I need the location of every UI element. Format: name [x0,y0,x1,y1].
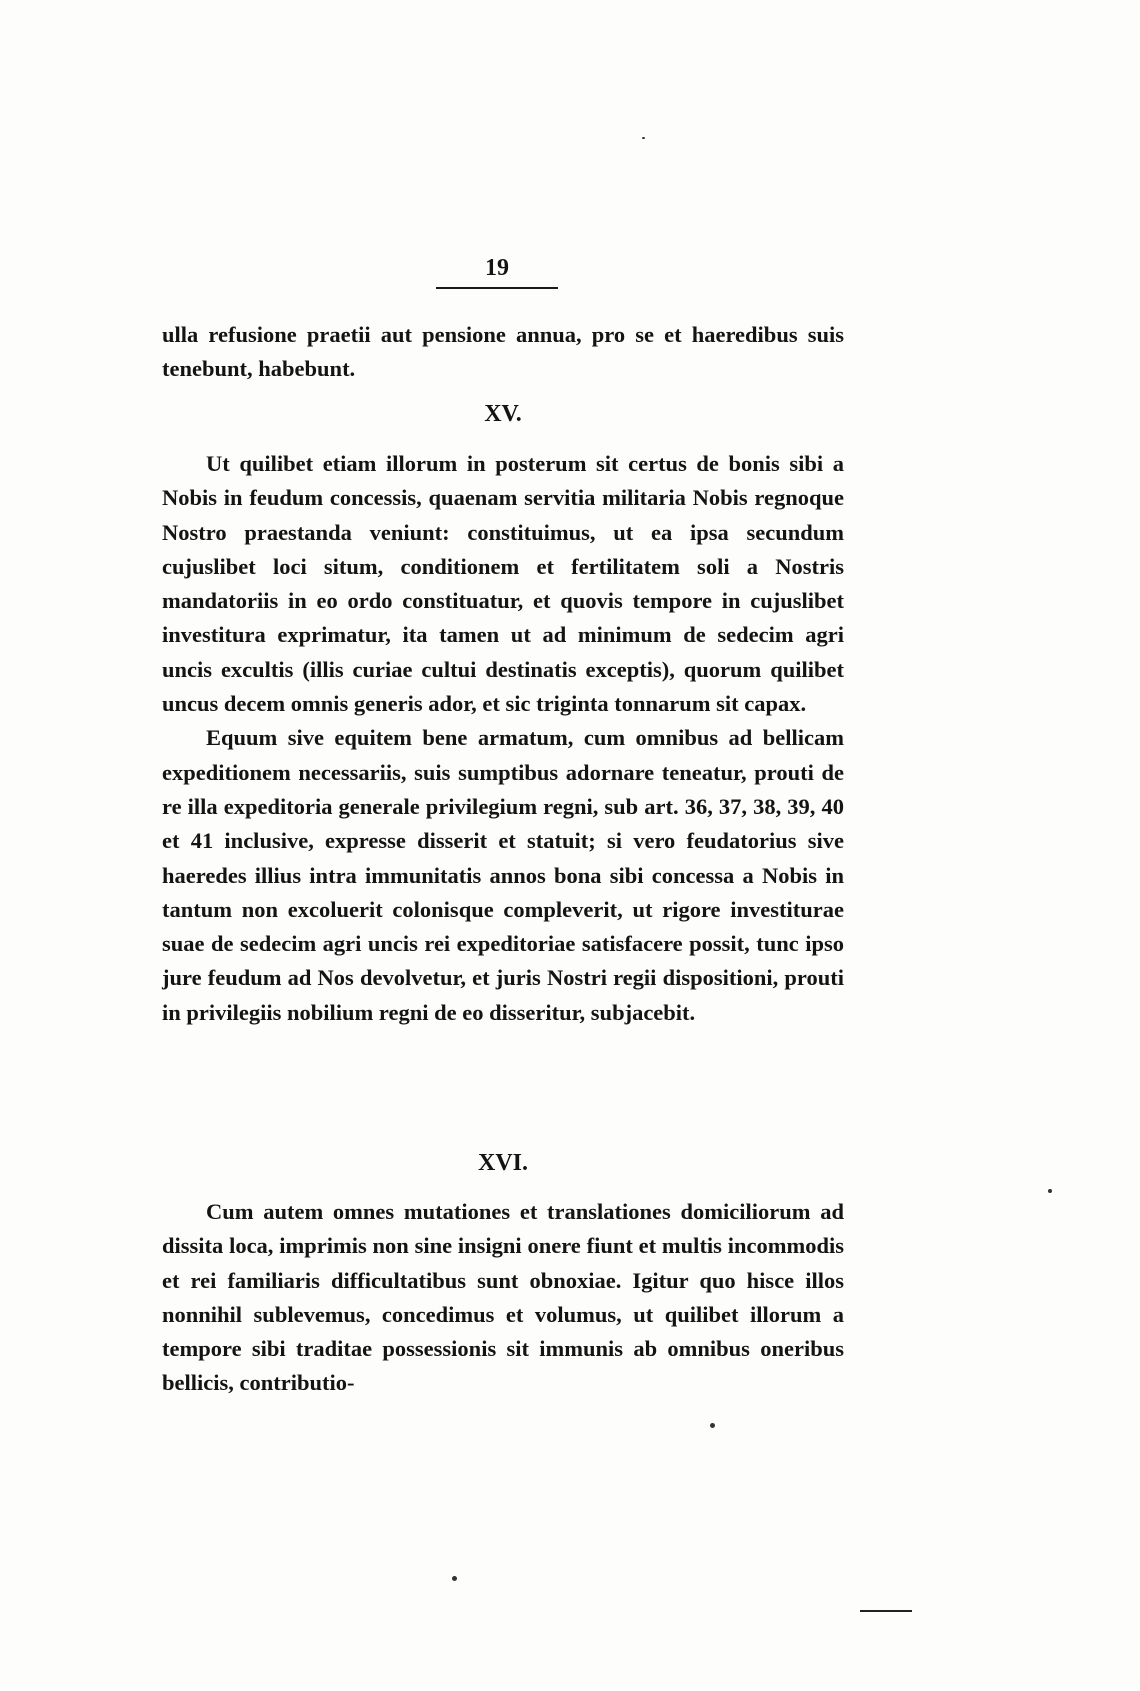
scan-speck [642,137,645,139]
scan-speck [452,1576,457,1581]
section-heading-xvi: XVI. [477,1150,528,1176]
paragraph: ulla refusione praetii aut pensione annua, pro se et haeredibus suis tenebunt, habebunt. [162,322,844,382]
section-xvi-body [162,1195,844,1401]
section-heading-xv: XV. [484,401,522,427]
header-rule [436,287,558,289]
scan-speck [1048,1189,1052,1193]
scan-speck [710,1423,715,1428]
section-xv-body [162,447,844,1030]
paragraph: Cum autem omnes mutationes et translationes domiciliorum ad dissita loca, imprimis non sine insigni onere fiunt et multis incommodis et rei familiaris difficultatibus sunt obnoxiae. Igitur quo hisce illos nonnihil sublevemus, concedimus et volumus, ut quilibet illorum a tempore sibi traditae possessionis sit immunis ab omnibus oneribus bellicis, contributio- [162,1199,844,1396]
page-number: 19 [485,255,509,281]
footer-rule [860,1610,912,1612]
paragraph: Ut quilibet etiam illorum in posterum sit certus de bonis sibi a Nobis in feudum concessis, quaenam servitia militaria Nobis regnoque Nostro praestanda veniunt: constituimus, ut ea ipsa secundum cujuslibet loci situm, conditionem et fertilitatem soli a Nostris mandatoriis in eo ordo constituatur, et quovis tempore in cujuslibet investitura exprimatur, ita tamen ut ad minimum de sedecim agri uncis excultis (illis curiae cultui destinatis exceptis), quorum quilibet uncus decem omnis generis ador, et sic triginta tonnarum sit capax. [162,451,844,717]
continuation-text [162,318,844,387]
paragraph: Equum sive equitem bene armatum, cum omnibus ad bellicam expeditionem necessariis, suis sumptibus adornare teneatur, prouti de re illa expeditoria generale privilegium regni, sub art. 36, 37, 38, 39, 40 et 41 inclusive, expresse disserit et statuit; si vero feudatorius sive haeredes illius intra immunitatis annos bona sibi concessa a Nobis in tantum non excoluerit colonisque compleverit, ut rigore investiturae suae de sedecim agri uncis rei expeditoriae satisfacere possit, tunc ipso jure feudum ad Nos devolvetur, et juris Nostri regii dispositioni, prouti in privilegiis nobilium regni de eo disseritur, subjacebit. [162,725,844,1025]
